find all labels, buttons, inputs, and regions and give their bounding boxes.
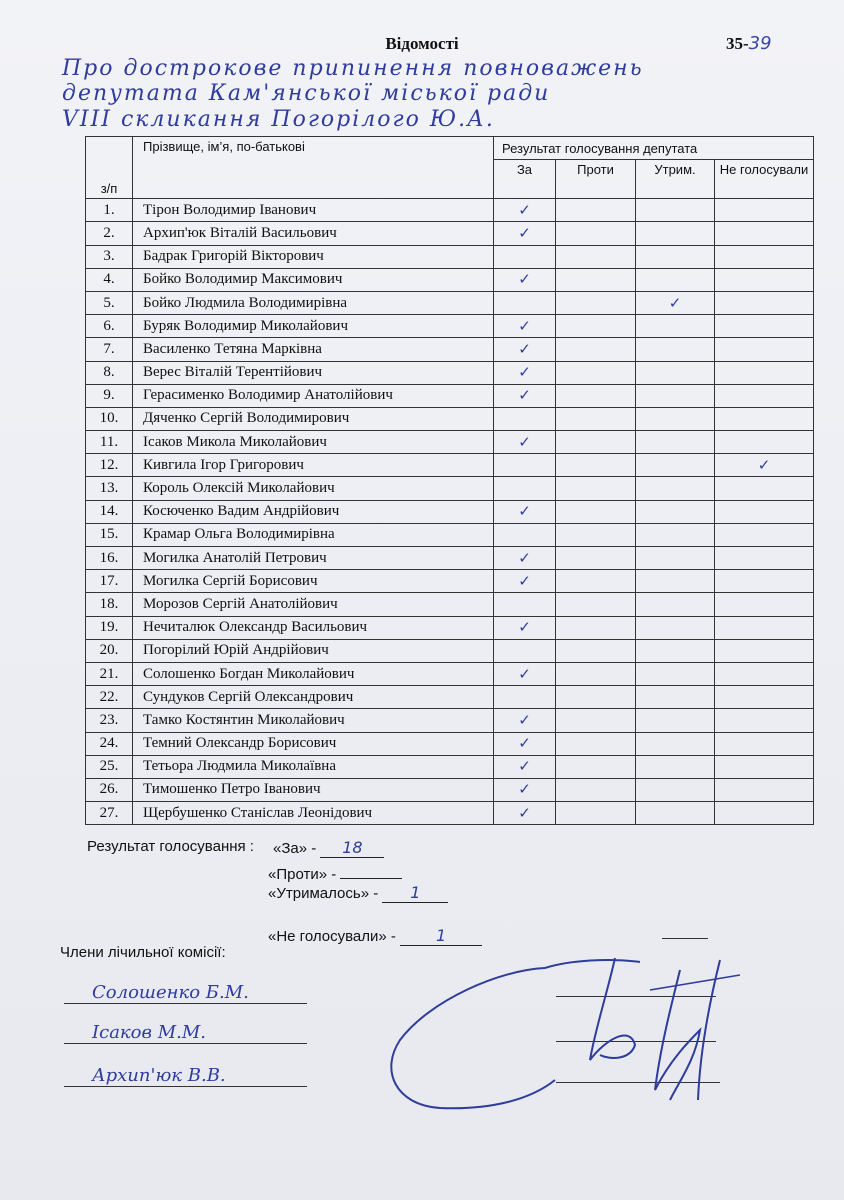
summary-utrym <box>268 883 448 903</box>
deputy-name: Солошенко Богдан Миколайович <box>133 662 494 685</box>
vote-cell-za <box>494 407 556 430</box>
vote-cell-ne <box>715 245 814 268</box>
deputy-name: Ісаков Микола Миколайович <box>133 431 494 454</box>
vote-cell-ne <box>715 500 814 523</box>
vote-cell-ne <box>715 199 814 222</box>
row-number: 1. <box>86 199 133 222</box>
check-mark-icon: ✓ <box>518 780 531 799</box>
deputy-name: Косюченко Вадим Андрійович <box>133 500 494 523</box>
vote-cell-ne <box>715 454 814 477</box>
deputy-name: Василенко Тетяна Марківна <box>133 338 494 361</box>
vote-cell-za <box>494 802 556 825</box>
table-row <box>86 802 814 825</box>
table-row <box>86 686 814 709</box>
row-number: 7. <box>86 338 133 361</box>
commission-member-2: Ісаков М.М. <box>64 1022 307 1044</box>
subject-line-3: VIII скликання Погорілого Ю.А. <box>62 107 495 132</box>
check-mark-icon: ✓ <box>518 270 531 289</box>
row-number: 3. <box>86 245 133 268</box>
check-mark-icon: ✓ <box>518 734 531 753</box>
header-result: Результат голосування депутата <box>494 137 814 160</box>
vote-cell-za <box>494 245 556 268</box>
vote-cell-utrym <box>636 523 715 546</box>
summary-label: Результат голосування : <box>87 838 254 855</box>
check-mark-icon: ✓ <box>518 757 531 776</box>
vote-cell-utrym <box>636 384 715 407</box>
deputy-name: Буряк Володимир Миколайович <box>133 315 494 338</box>
deputy-name: Сундуков Сергій Олександрович <box>133 686 494 709</box>
vote-cell-proty <box>556 500 636 523</box>
vote-cell-proty <box>556 732 636 755</box>
table-row <box>86 662 814 685</box>
check-mark-icon: ✓ <box>668 293 682 312</box>
vote-cell-ne <box>715 570 814 593</box>
deputy-name: Погорілий Юрій Андрійович <box>133 639 494 662</box>
vote-cell-ne <box>715 477 814 500</box>
vote-cell-proty <box>556 454 636 477</box>
table-row <box>86 199 814 222</box>
vote-cell-ne <box>715 732 814 755</box>
summary-za-label: «За» - <box>273 840 317 857</box>
vote-cell-proty <box>556 570 636 593</box>
row-number: 27. <box>86 802 133 825</box>
vote-cell-utrym <box>636 500 715 523</box>
vote-cell-ne <box>715 662 814 685</box>
vote-cell-ne <box>715 616 814 639</box>
vote-cell-utrym <box>636 477 715 500</box>
table-row <box>86 755 814 778</box>
row-number: 19. <box>86 616 133 639</box>
vote-cell-za <box>494 315 556 338</box>
vote-cell-proty <box>556 616 636 639</box>
check-mark-icon: ✓ <box>518 502 531 521</box>
vote-cell-proty <box>556 361 636 384</box>
vote-cell-za <box>494 616 556 639</box>
vote-cell-za <box>494 431 556 454</box>
summary-ne-value: 1 <box>400 926 482 946</box>
row-number: 8. <box>86 361 133 384</box>
table-row <box>86 454 814 477</box>
header-utrym: Утрим. <box>636 160 715 199</box>
summary-proty-value <box>340 861 402 879</box>
vote-cell-ne <box>715 755 814 778</box>
deputy-name: Тетьора Людмила Миколаївна <box>133 755 494 778</box>
vote-cell-za <box>494 523 556 546</box>
vote-cell-proty <box>556 593 636 616</box>
check-mark-icon: ✓ <box>518 316 531 335</box>
vote-cell-ne <box>715 523 814 546</box>
vote-cell-za <box>494 222 556 245</box>
vote-cell-proty <box>556 431 636 454</box>
vote-cell-proty <box>556 245 636 268</box>
deputy-name: Могилка Анатолій Петрович <box>133 547 494 570</box>
table-row <box>86 778 814 801</box>
vote-cell-proty <box>556 222 636 245</box>
check-mark-icon: ✓ <box>518 339 531 358</box>
vote-cell-ne <box>715 338 814 361</box>
deputy-name: Герасименко Володимир Анатолійович <box>133 384 494 407</box>
row-number: 20. <box>86 639 133 662</box>
vote-cell-ne <box>715 407 814 430</box>
vote-cell-za <box>494 686 556 709</box>
commission-member-1: Солошенко Б.М. <box>64 982 307 1004</box>
vote-cell-proty <box>556 407 636 430</box>
table-row <box>86 431 814 454</box>
subject-line-1: Про дострокове припинення повноважень <box>62 56 644 81</box>
deputy-name: Тірон Володимир Іванович <box>133 199 494 222</box>
vote-cell-proty <box>556 709 636 732</box>
deputy-name: Крамар Ольга Володимирівна <box>133 523 494 546</box>
deputy-name: Кивгила Ігор Григорович <box>133 454 494 477</box>
vote-cell-utrym <box>636 686 715 709</box>
vote-cell-utrym <box>636 639 715 662</box>
row-number: 21. <box>86 662 133 685</box>
deputy-name: Король Олексій Миколайович <box>133 477 494 500</box>
table-row <box>86 570 814 593</box>
row-number: 15. <box>86 523 133 546</box>
vote-cell-utrym <box>636 361 715 384</box>
header-name: Прізвище, ім’я, по-батькові <box>133 137 494 199</box>
row-number: 10. <box>86 407 133 430</box>
row-number: 5. <box>86 291 133 314</box>
table-row <box>86 338 814 361</box>
vote-cell-proty <box>556 199 636 222</box>
vote-cell-utrym <box>636 291 715 314</box>
vote-cell-ne <box>715 291 814 314</box>
vote-cell-ne <box>715 431 814 454</box>
vote-cell-utrym <box>636 593 715 616</box>
check-mark-icon: ✓ <box>518 432 531 451</box>
vote-cell-utrym <box>636 570 715 593</box>
vote-cell-ne <box>715 547 814 570</box>
vote-cell-utrym <box>636 454 715 477</box>
deputy-name: Тимошенко Петро Іванович <box>133 778 494 801</box>
table-row <box>86 315 814 338</box>
vote-cell-proty <box>556 778 636 801</box>
vote-cell-utrym <box>636 338 715 361</box>
check-mark-icon: ✓ <box>518 386 531 405</box>
vote-cell-za <box>494 639 556 662</box>
table-row <box>86 477 814 500</box>
table-row <box>86 361 814 384</box>
row-number: 26. <box>86 778 133 801</box>
deputy-name: Дяченко Сергій Володимирович <box>133 407 494 430</box>
vote-cell-za <box>494 361 556 384</box>
vote-cell-utrym <box>636 802 715 825</box>
vote-cell-za <box>494 500 556 523</box>
vote-cell-ne <box>715 686 814 709</box>
commission-label: Члени лічильної комісії: <box>60 944 226 961</box>
header-ne-golosuvaly: Не голосували <box>715 160 814 199</box>
vote-cell-utrym <box>636 778 715 801</box>
vote-cell-utrym <box>636 732 715 755</box>
vote-cell-ne <box>715 384 814 407</box>
summary-proty <box>268 861 402 883</box>
deputy-name: Архип'юк Віталій Васильович <box>133 222 494 245</box>
deputy-name: Бойко Володимир Максимович <box>133 268 494 291</box>
vote-cell-utrym <box>636 616 715 639</box>
deputy-name: Бадрак Григорій Вікторович <box>133 245 494 268</box>
check-mark-icon: ✓ <box>518 664 531 683</box>
header-za: За <box>494 160 556 199</box>
check-mark-icon: ✓ <box>757 455 771 474</box>
table-row <box>86 268 814 291</box>
document-title: Відомості <box>385 34 459 53</box>
vote-cell-ne <box>715 268 814 291</box>
table-row <box>86 407 814 430</box>
vote-cell-proty <box>556 315 636 338</box>
deputy-name: Тамко Костянтин Миколайович <box>133 709 494 732</box>
vote-cell-za <box>494 338 556 361</box>
vote-cell-proty <box>556 802 636 825</box>
deputy-name: Верес Віталій Терентійович <box>133 361 494 384</box>
vote-cell-za <box>494 662 556 685</box>
vote-cell-ne <box>715 315 814 338</box>
check-mark-icon: ✓ <box>518 223 531 242</box>
vote-cell-za <box>494 477 556 500</box>
vote-cell-ne <box>715 802 814 825</box>
deputy-name: Темний Олександр Борисович <box>133 732 494 755</box>
table-row <box>86 709 814 732</box>
row-number: 6. <box>86 315 133 338</box>
vote-cell-utrym <box>636 755 715 778</box>
row-number: 16. <box>86 547 133 570</box>
vote-cell-ne <box>715 361 814 384</box>
row-number: 18. <box>86 593 133 616</box>
vote-cell-utrym <box>636 407 715 430</box>
voting-table-body <box>86 199 814 825</box>
vote-cell-utrym <box>636 662 715 685</box>
subject-line-2: депутата Кам'янської міської ради <box>62 81 551 106</box>
vote-cell-proty <box>556 291 636 314</box>
header-number: з/п <box>86 137 133 199</box>
summary-za <box>273 838 384 858</box>
check-mark-icon: ✓ <box>518 200 531 219</box>
vote-cell-za <box>494 199 556 222</box>
deputy-name: Морозов Сергій Анатолійович <box>133 593 494 616</box>
row-number: 14. <box>86 500 133 523</box>
document-number-printed: 35- <box>726 34 749 53</box>
table-row <box>86 616 814 639</box>
check-mark-icon: ✓ <box>518 571 531 590</box>
row-number: 25. <box>86 755 133 778</box>
vote-cell-za <box>494 291 556 314</box>
summary-proty-label: «Проти» - <box>268 866 337 883</box>
vote-cell-utrym <box>636 315 715 338</box>
vote-cell-proty <box>556 523 636 546</box>
vote-cell-proty <box>556 477 636 500</box>
check-mark-icon: ✓ <box>518 548 531 567</box>
vote-cell-za <box>494 778 556 801</box>
handwritten-signature <box>380 930 760 1130</box>
table-row <box>86 593 814 616</box>
summary-utrym-label: «Утрималось» - <box>268 885 379 902</box>
vote-cell-za <box>494 709 556 732</box>
row-number: 17. <box>86 570 133 593</box>
table-row <box>86 547 814 570</box>
row-number: 4. <box>86 268 133 291</box>
vote-cell-za <box>494 593 556 616</box>
table-row <box>86 291 814 314</box>
vote-cell-utrym <box>636 709 715 732</box>
document-number <box>726 33 772 54</box>
vote-cell-proty <box>556 268 636 291</box>
vote-cell-utrym <box>636 199 715 222</box>
vote-cell-proty <box>556 338 636 361</box>
row-number: 12. <box>86 454 133 477</box>
vote-cell-ne <box>715 222 814 245</box>
vote-cell-za <box>494 268 556 291</box>
check-mark-icon: ✓ <box>518 618 531 637</box>
vote-cell-za <box>494 384 556 407</box>
row-number: 23. <box>86 709 133 732</box>
row-number: 11. <box>86 431 133 454</box>
deputy-name: Бойко Людмила Володимирівна <box>133 291 494 314</box>
vote-cell-ne <box>715 593 814 616</box>
vote-cell-za <box>494 454 556 477</box>
deputy-name: Могилка Сергій Борисович <box>133 570 494 593</box>
vote-cell-za <box>494 755 556 778</box>
vote-cell-proty <box>556 755 636 778</box>
vote-cell-proty <box>556 547 636 570</box>
vote-cell-utrym <box>636 268 715 291</box>
check-mark-icon: ✓ <box>518 803 531 822</box>
vote-cell-proty <box>556 639 636 662</box>
commission-member-3: Архип'юк В.В. <box>64 1065 307 1087</box>
summary-za-value: 18 <box>320 838 384 858</box>
table-row <box>86 523 814 546</box>
row-number: 9. <box>86 384 133 407</box>
vote-cell-proty <box>556 686 636 709</box>
row-number: 13. <box>86 477 133 500</box>
header-proty: Проти <box>556 160 636 199</box>
table-row <box>86 500 814 523</box>
vote-cell-za <box>494 547 556 570</box>
vote-cell-ne <box>715 709 814 732</box>
table-row <box>86 732 814 755</box>
voting-table <box>85 136 814 825</box>
summary-ne-label: «Не голосували» - <box>268 928 396 945</box>
check-mark-icon: ✓ <box>518 363 531 382</box>
vote-cell-proty <box>556 662 636 685</box>
vote-cell-ne <box>715 778 814 801</box>
check-mark-icon: ✓ <box>518 710 531 729</box>
table-row <box>86 222 814 245</box>
vote-cell-utrym <box>636 547 715 570</box>
row-number: 2. <box>86 222 133 245</box>
deputy-name: Нечиталюк Олександр Васильович <box>133 616 494 639</box>
table-row <box>86 639 814 662</box>
vote-cell-ne <box>715 639 814 662</box>
vote-cell-utrym <box>636 431 715 454</box>
vote-cell-za <box>494 732 556 755</box>
summary-utrym-value: 1 <box>382 883 448 903</box>
vote-cell-utrym <box>636 222 715 245</box>
row-number: 24. <box>86 732 133 755</box>
document-number-handwritten: 39 <box>748 33 772 54</box>
row-number: 22. <box>86 686 133 709</box>
table-row <box>86 384 814 407</box>
table-row <box>86 245 814 268</box>
vote-cell-proty <box>556 384 636 407</box>
vote-cell-utrym <box>636 245 715 268</box>
deputy-name: Щербушенко Станіслав Леонідович <box>133 802 494 825</box>
vote-cell-za <box>494 570 556 593</box>
